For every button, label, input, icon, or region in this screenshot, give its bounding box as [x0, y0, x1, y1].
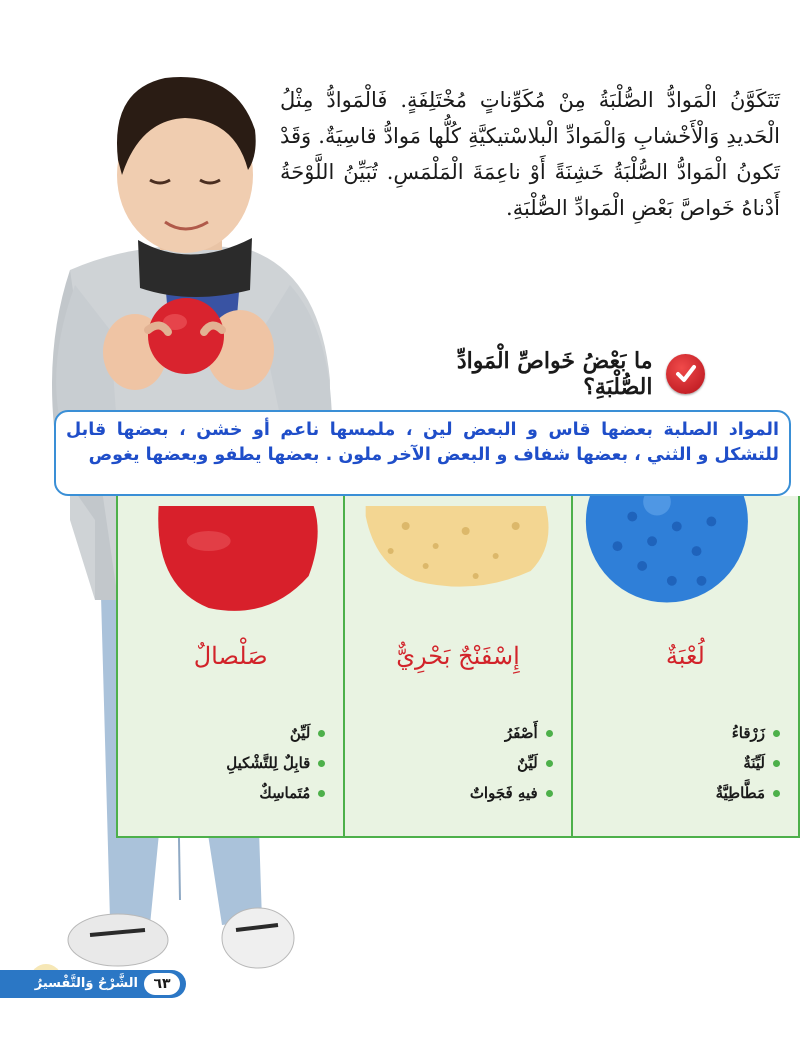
list-item: لَيِّنٌ [128, 724, 325, 742]
materials-table [116, 496, 800, 838]
bullet-icon [318, 790, 325, 797]
answer-text: المواد الصلبة بعضها قاس و البعض لين ، ملمسها ناعم أو خشن ، بعضها قابل للتشكل و الثني ، بعضها شفاف و البعض الآخر ملون . بعضها يطفو وبعضها يغوص [66, 420, 779, 465]
list-item: لَيِّنٌ [355, 754, 552, 772]
bullet-icon [773, 760, 780, 767]
list-item: مَطَّاطِيَّةٌ [583, 784, 780, 802]
question-heading [390, 348, 705, 400]
bullet-icon [546, 730, 553, 737]
property-list [583, 724, 780, 814]
bullet-icon [546, 790, 553, 797]
list-item: مُتَماسِكٌ [128, 784, 325, 802]
red-clay-image [118, 496, 343, 626]
checkmark-icon [666, 354, 705, 394]
sea-sponge-image [345, 496, 570, 626]
section-label: الشَّرْحُ وَالتَّفْسيرُ [34, 976, 138, 991]
list-item: لَيِّنَةٌ [583, 754, 780, 772]
material-column-sponge [343, 496, 570, 836]
list-item: أَصْفَرُ [355, 724, 552, 742]
material-name: لُعْبَةٌ [665, 642, 705, 670]
material-name: صَلْصالٌ [193, 642, 268, 670]
property-list [128, 724, 325, 814]
footer-bar [0, 970, 186, 998]
bullet-icon [318, 730, 325, 737]
intro-text: تَتَكَوَّنُ الْمَوادُّ الصُّلْبَةُ مِنْ مُكَوِّناتٍ مُخْتَلِفَةٍ. فَالْمَوادُّ مِثْلُ الْحَديدِ وَالْأَخْشابِ وَالْمَوادِّ الْبلاسْتيكيَّةِ كُلُّها مَوادُّ قاسِيَةٌ. وَقَدْ تَكونُ الْمَوادُّ الصُّلْبَةُ خَشِنَةً أَوْ ناعِمَةَ الْمَلْمَسِ. تُبَيِّنُ اللَّوْحَةُ أَدْناهُ خَواصَّ بَعْضِ الْمَوادِّ الصُّلْبَةِ. [280, 88, 780, 220]
intro-paragraph [280, 82, 780, 226]
bullet-icon [318, 760, 325, 767]
list-item: زَرْقاءُ [583, 724, 780, 742]
bullet-icon [546, 760, 553, 767]
page-number: ٦٣ [144, 973, 180, 995]
property-list [355, 724, 552, 814]
toy-ball-image [573, 496, 798, 626]
answer-box[interactable] [54, 410, 791, 496]
list-item: فيهِ فَجَواتٌ [355, 784, 552, 802]
bullet-icon [773, 790, 780, 797]
bullet-icon [773, 730, 780, 737]
question-text: ما بَعْضُ خَواصِّ الْمَوادِّ الصُّلْبَةِ؟ [456, 348, 653, 400]
material-name: إِسْفَنْجٌ بَحْرِيٌّ [396, 642, 520, 670]
material-column-toy [571, 496, 798, 836]
list-item: قابِلٌ لِلتَّشْكيلِ [128, 754, 325, 772]
material-column-clay [118, 496, 343, 836]
